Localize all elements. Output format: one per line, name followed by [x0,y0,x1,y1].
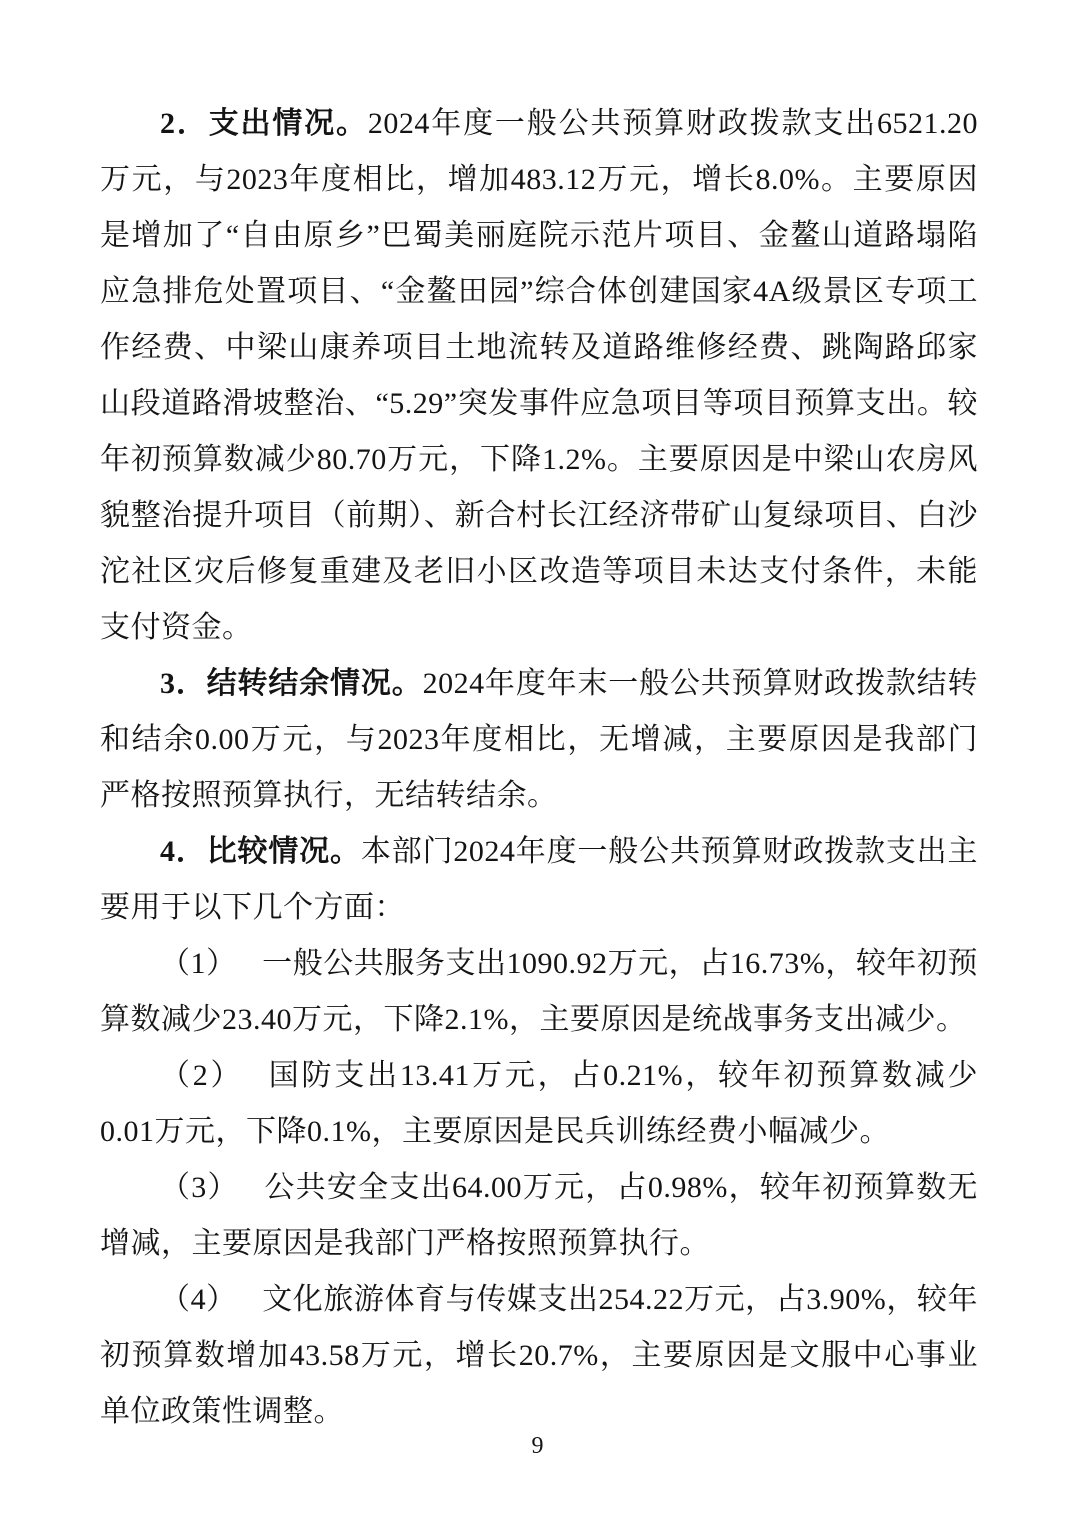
page-number: 9 [531,1433,544,1459]
paragraph-text: 2024年度一般公共预算财政拨款支出6521.20万元，与2023年度相比，增加483.12万元，增长8.0%。主要原因是增加了“自由原乡”巴蜀美丽庭院示范片项目、金鳌山道路塌陷应急排危处置项目、“金鳌田园”综合体创建国家4A级景区专项工作经费、中梁山康养项目土地流转及道路维修经费、跳陶路邱家山段道路滑坡整治、“5.29”突发事件应急项目等项目预算支出。较年初预算数减少80.70万元，下降1.2%。主要原因是中梁山农房风貌整治提升项目（前期）、新合村长江经济带矿山复绿项目、白沙沱社区灾后修复重建及老旧小区改造等项目未达支付条件，未能支付资金。 [100,107,979,644]
item-text: 文化旅游体育与传媒支出254.22万元，占3.90%，较年初预算数增加43.58万元，增长20.7%，主要原因是文服中心事业单位政策性调整。 [100,1283,979,1428]
paragraph-heading: 比较情况。 [206,835,361,868]
document-body [100,96,978,1440]
paragraph-number: 3． [160,667,207,700]
paragraph-text: 本部门2024年度一般公共预算财政拨款支出主要用于以下几个方面： [100,835,979,924]
item-text: 一般公共服务支出1090.92万元，占16.73%，较年初预算数减少23.40万元，下降2.1%，主要原因是统战事务支出减少。 [100,947,979,1036]
paragraph-heading: 结转结余情况。 [206,667,423,700]
item-3-public-safety [100,1160,978,1272]
item-2-national-defense [100,1048,978,1160]
item-number: （1） [160,947,237,980]
item-number: （3） [160,1171,239,1204]
paragraph-3-carryover [100,656,978,824]
item-4-culture-tourism-media [100,1272,978,1440]
paragraph-heading: 支出情况。 [208,107,368,140]
paragraph-text: 2024年度年末一般公共预算财政拨款结转和结余0.00万元，与2023年度相比，无增减，主要原因是我部门严格按照预算执行，无结转结余。 [100,667,979,812]
item-1-general-public-services [100,936,978,1048]
item-number: （4） [160,1283,237,1316]
paragraph-2-expenditure [100,96,978,656]
paragraph-number: 2． [160,107,209,140]
paragraph-number: 4． [160,835,207,868]
item-text: 国防支出13.41万元，占0.21%，较年初预算数减少0.01万元，下降0.1%，主要原因是民兵训练经费小幅减少。 [100,1059,979,1148]
item-number: （2） [160,1059,244,1092]
item-text: 公共安全支出64.00万元，占0.98%，较年初预算数无增减，主要原因是我部门严格按照预算执行。 [100,1171,978,1260]
paragraph-4-comparison [100,824,978,936]
